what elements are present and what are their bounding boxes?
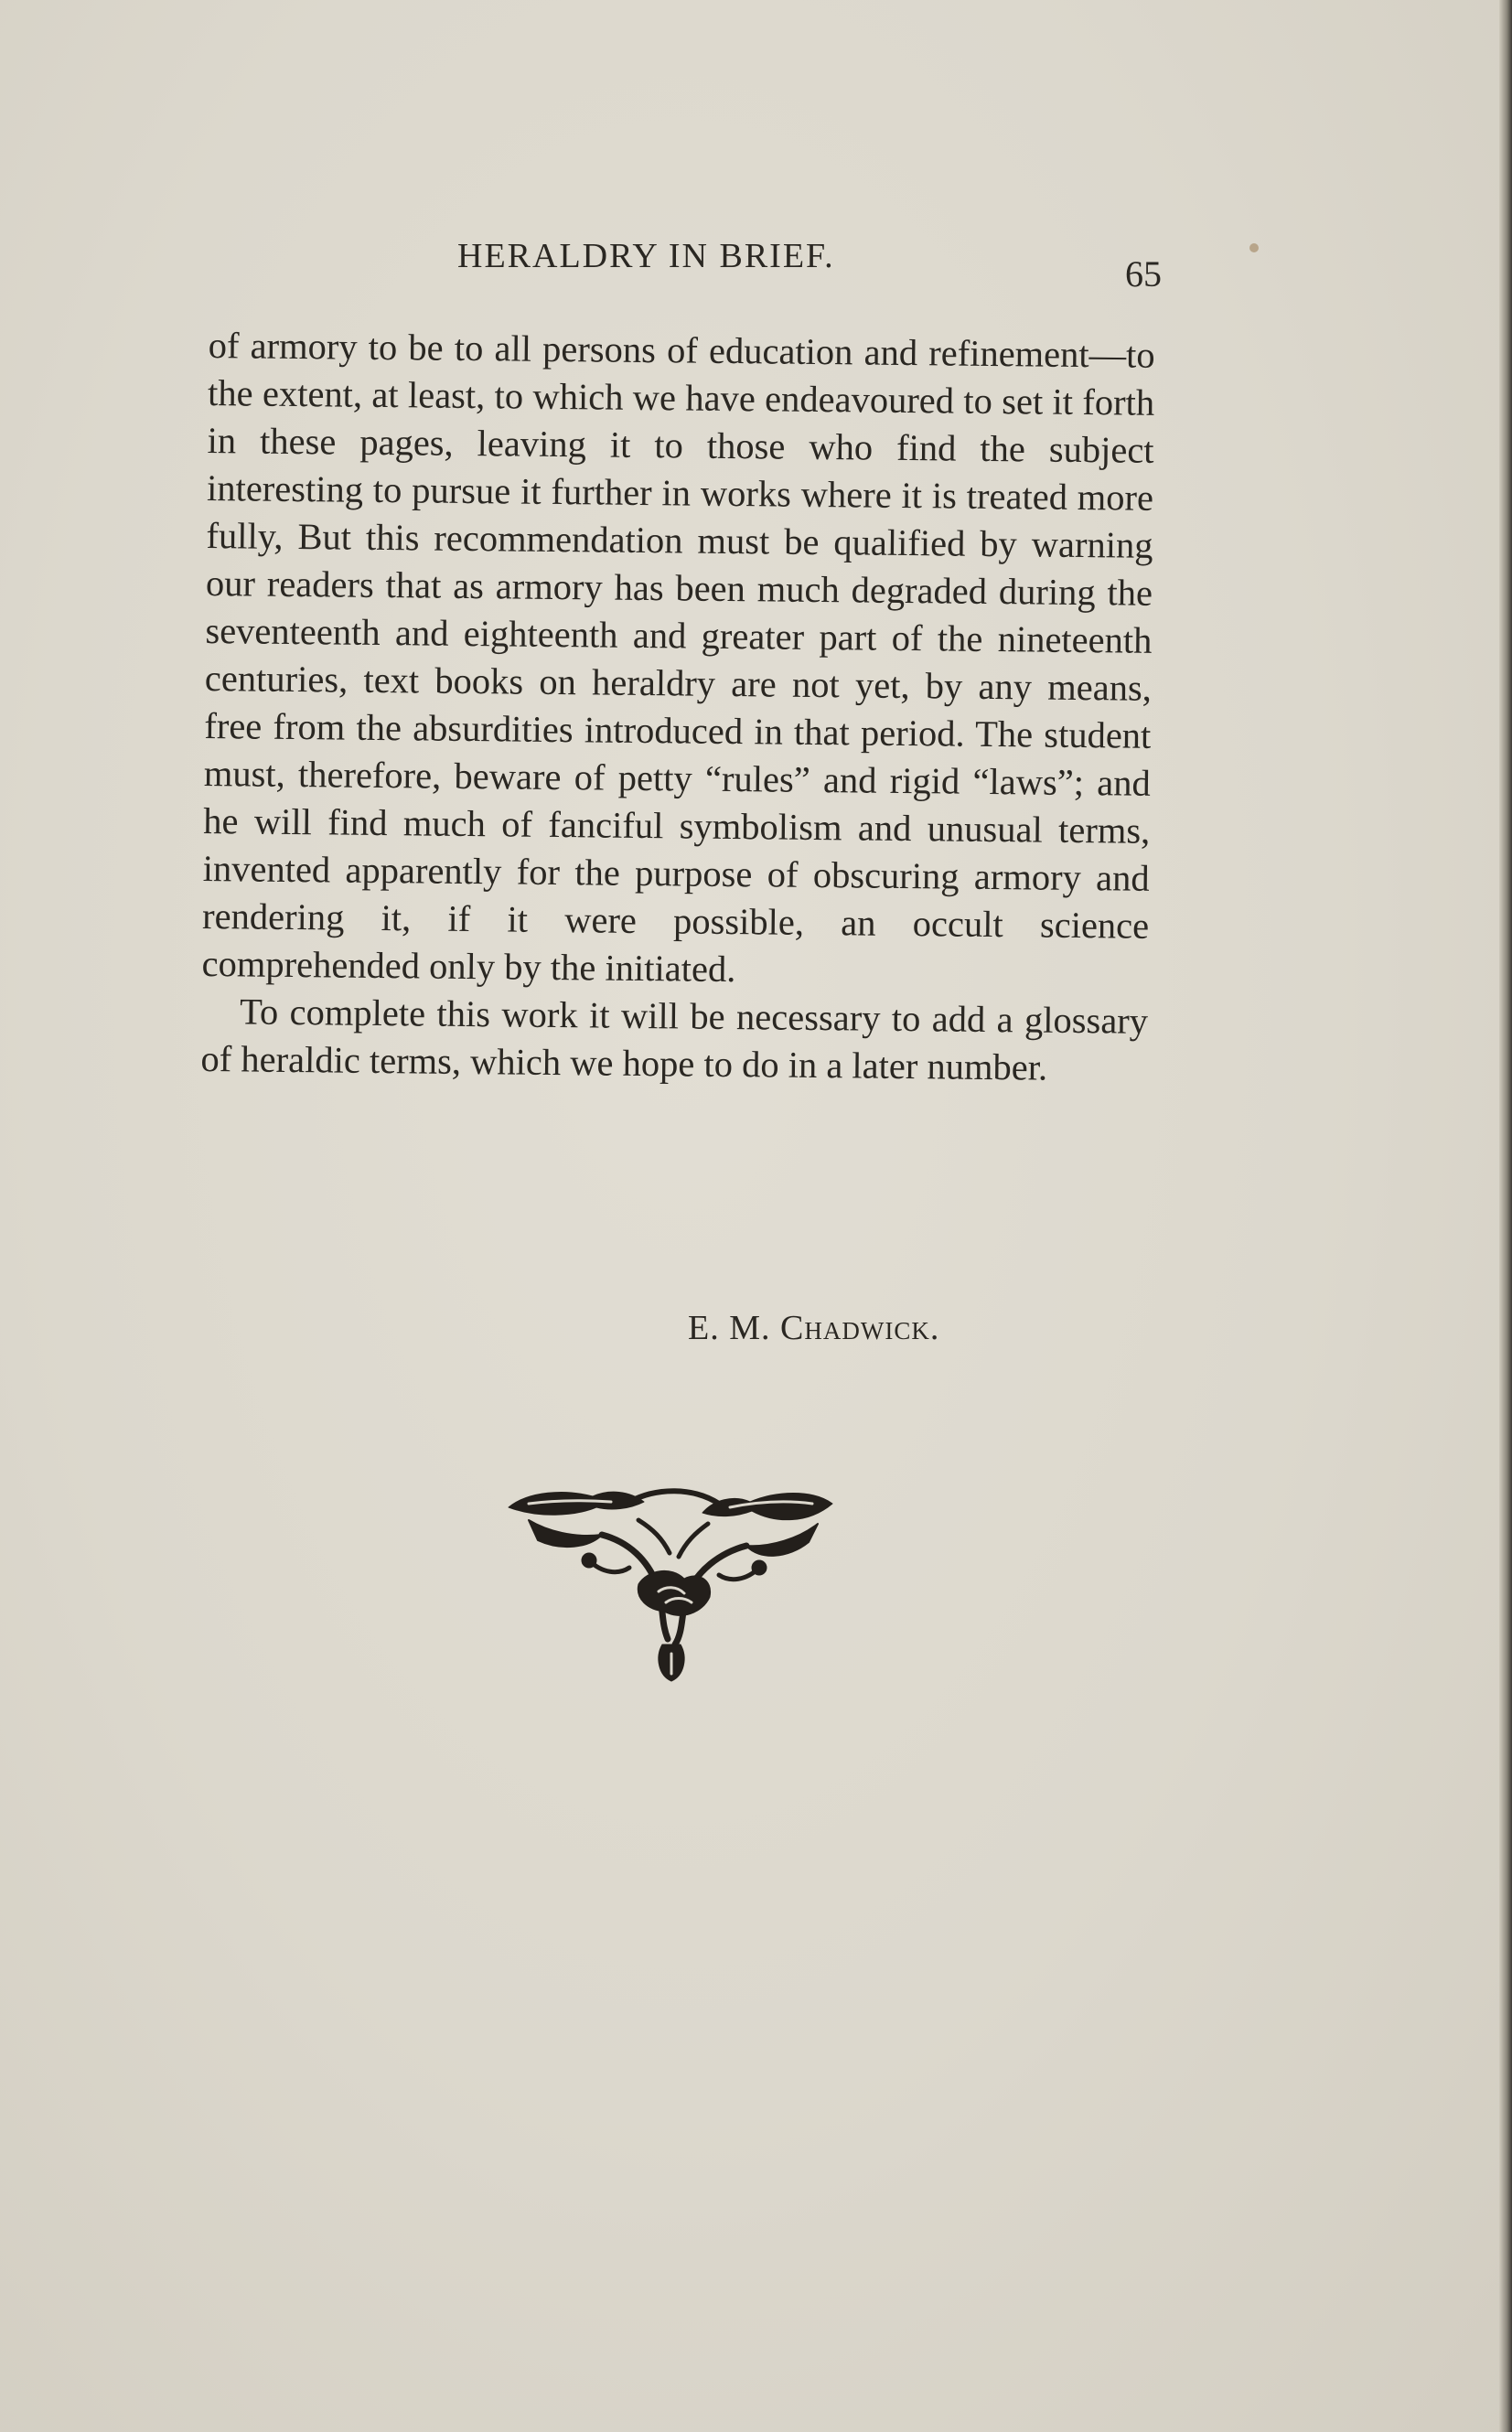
body-text (200, 322, 1155, 1093)
author-initials: E. M. (688, 1309, 771, 1347)
author-surname: Chadwick. (780, 1309, 940, 1347)
running-head (210, 236, 1162, 295)
author-signature (688, 1308, 939, 1348)
running-title: HERALDRY IN BRIEF. (457, 237, 835, 275)
page-number: 65 (1125, 253, 1162, 295)
page-edge (1499, 0, 1512, 2432)
paragraph-closing: To complete this work it will be necessary to add a glossary of heraldic terms, which we hope to do in a later number. (200, 991, 1149, 1088)
paper-speck (1249, 243, 1259, 252)
floral-tailpiece-icon (501, 1484, 840, 1685)
paragraph-continued: of armory to be to all persons of education and refinement—to the extent, at least, to which we have endeavoured to set it forth in these pages, leaving it to those who find the subject interesting to pursue it further in works where it is treated more fully, But this recommendation must be qualified by warning our readers that as armory has been much degraded during the seventeenth and eighteenth and greater part of the nineteenth centuries, text books on heraldry are not yet, by any means, free from the absurdities introduced in that period. The student must, therefore, beware of petty “rules” and rigid “laws”; and he will find much of fanciful symbolism and unusual terms, invented apparently for the purpose of obscuring armory and rendering it, if it were possible, an occult science comprehended only by the initiated. (201, 324, 1155, 991)
